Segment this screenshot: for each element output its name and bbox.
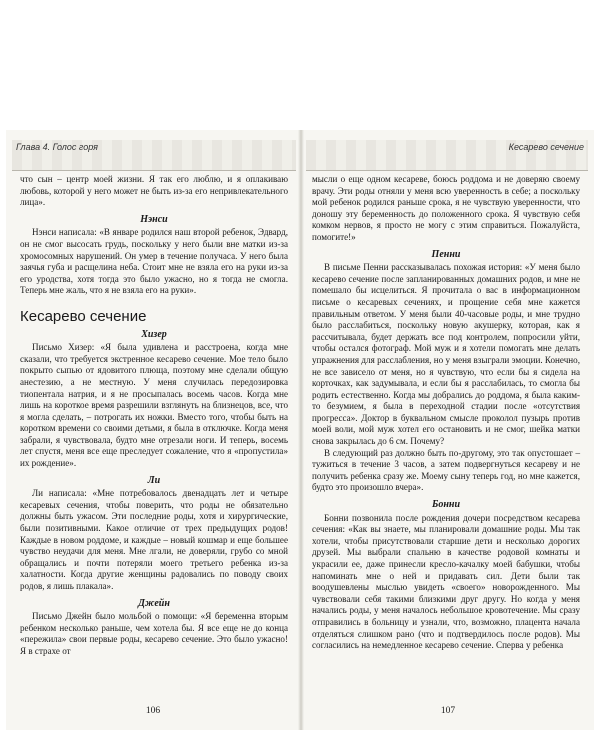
letter-author-heading: Пенни (431, 248, 461, 260)
section-heading: Кесарево сечение (20, 307, 147, 325)
paragraph: В следующий раз должно быть по-другому, это так опустошает – тужиться в течение 3 часов, а затем подвергнуться кесареву и не получить ребенка сразу же. Моему сыну теперь год, но мне кажется, будто это произошло вчера». (312, 447, 580, 493)
paragraph: Письмо Джейн было мольбой о помощи: «Я беременна вторым ребенком несколько раньше, чем хотела бы. Я все еще не до конца «пережила» свои первые роды, кесарево сечение. Это было ужасно! Я в страхе от (20, 611, 288, 656)
paragraph: мысли о еще одном кесареве, боюсь роддома и не доверяю своему врачу. Эти роды отняли у меня всю уверенность в себе; а поскольку мой ребенок родился раньше срока, я не чувствую уверенности, что доношу эту беременность до положенного срока. Я чувствую себя комком нервов, я просто не могу с этим справиться. Пожалуйста, помогите!» (312, 174, 580, 242)
letter-author-heading: Нэнси (140, 213, 168, 225)
paragraph: что сын – центр моей жизни. Я так его люблю, и я оплакиваю любовь, которой у него может не быть из-за его непривлекательного лица». (20, 174, 288, 208)
letter-author-heading: Джейн (138, 597, 170, 609)
letter-author-heading: Ли (147, 474, 161, 486)
letter-author-heading: Хизер (141, 328, 167, 340)
book-spread (6, 130, 594, 730)
paragraph: Письмо Хизер: «Я была удивлена и расстроена, когда мне сказали, что требуется экстренное кесарево сечение. Мое тело было покрыто сыпью от ядовитого плюща, поэтому мне сделали общую анестезию, а не местную. У меня случилась передозировка тиопентала натрия, и я не просыпалась восемь часов. Когда мне лишь на короткое время разрешили взглянуть на близнецов, все, что я могла сделать, – потрогать их ножки. Вместо того, чтобы быть на коротком времени со своими детьми, я была в отключке. Когда меня забрали, я чувствовала, будто мне отрезали ноги. И теперь, восемь лет спустя, меня все еще преследует сожаление, что я «пропустила» их рождение». (20, 342, 288, 469)
page-number: 107 (440, 706, 456, 716)
paragraph: Нэнси написала: «В январе родился наш второй ребенок, Эдвард, он не смог высосать грудь, поскольку у него были вне матки из-за хромосомных нарушений. Он умер в течение получаса. У него была заячья губа и расщелина неба. Стоит мне не взяла его на руки из-за его уродства, хотя тогда это было ужасно, но я тогда не смогла. Теперь мне жаль, что я не взяла его на руки». (20, 227, 288, 296)
right-page-header: Кесарево сечение (508, 142, 584, 152)
page-number: 106 (145, 706, 161, 716)
left-page (6, 130, 300, 730)
letter-author-heading: Бонни (431, 499, 461, 511)
paragraph: В письме Пенни рассказывалась похожая история: «У меня было кесарево сечение после запланированных домашних родов, и мне не помешало бы исцелиться. Я прочитала о вас в информационном письме о кесаревых сечениях, и прощение себя мне кажется правильным ответом. У меня были 40-часовые роды, и мне трудно было расслабиться, поскольку новую акушерку, которая, как я рассчитывала, будет держать все под контролем, попросили уйти, чтобы остался фотограф. Мой муж и я хотели помогать мне делать упражнения для расслабления, но у меня взыграли эмоции. Конечно, не все зависело от меня, но я чувствую, что если бы я сидела на корточках, как задумывала, и если бы я расслабилась, то смогла бы родить естественно. Когда мы добрались до роддома, я была каким-то безумием, я была в переходной стадии после «отсутствия прогресса». Доктор в буквальном смысле проколол пузырь против моей воли, мой муж хотел его остановить и не смог, шейка матки снова закрылась до 6 см. Почему? (312, 262, 580, 447)
right-page (302, 130, 594, 730)
left-page-body (20, 174, 288, 658)
left-page-header: Глава 4. Голос горя (16, 142, 98, 152)
paragraph: Ли написала: «Мне потребовалось двенадцать лет и четыре кесаревых сечения, чтобы поверить, что роды не обязательно должны быть ужасом. Эти последние роды, хотя и хирургические, были позитивными. Какое отличие от трех предыдущих родов! Каждые в новом роддоме, и каждые – новый кошмар и еще большее чувство неудачи для меня. Мне лгали, не доверяли, грубо со мной обращались и почти потеряли моего третьего ребенка из-за халатности. Когда другие женщины радовались по поводу своих родов, я лишь плакала». (20, 488, 288, 591)
paragraph: Бонни позвонила после рождения дочери посредством кесарева сечения: «Как вы знаете, мы планировали домашние роды. Мы так хотели, чтобы присутствовали старшие дети и несколько дорогих друзей. Мы выбрали спальню в качестве родовой комнаты и украсили ее, даже принесли кресло-качалку моей бабушки, чтобы напоминать мне о ней и придавать сил. Дети были так воодушевлены мыслью увидеть «своего» новорожденного. Мы чувствовали себя такими близкими друг другу. Но когда у меня начались роды, у меня началось небольшое кровотечение. Мы сразу отправились в больницу и узнали, что, возможно, плацента начала отделяться слишком рано (что и подтвердилось после родов). Мы согласились на немедленное кесарево сечение. Сперва у ребенка (312, 512, 580, 651)
right-page-body (312, 174, 580, 652)
